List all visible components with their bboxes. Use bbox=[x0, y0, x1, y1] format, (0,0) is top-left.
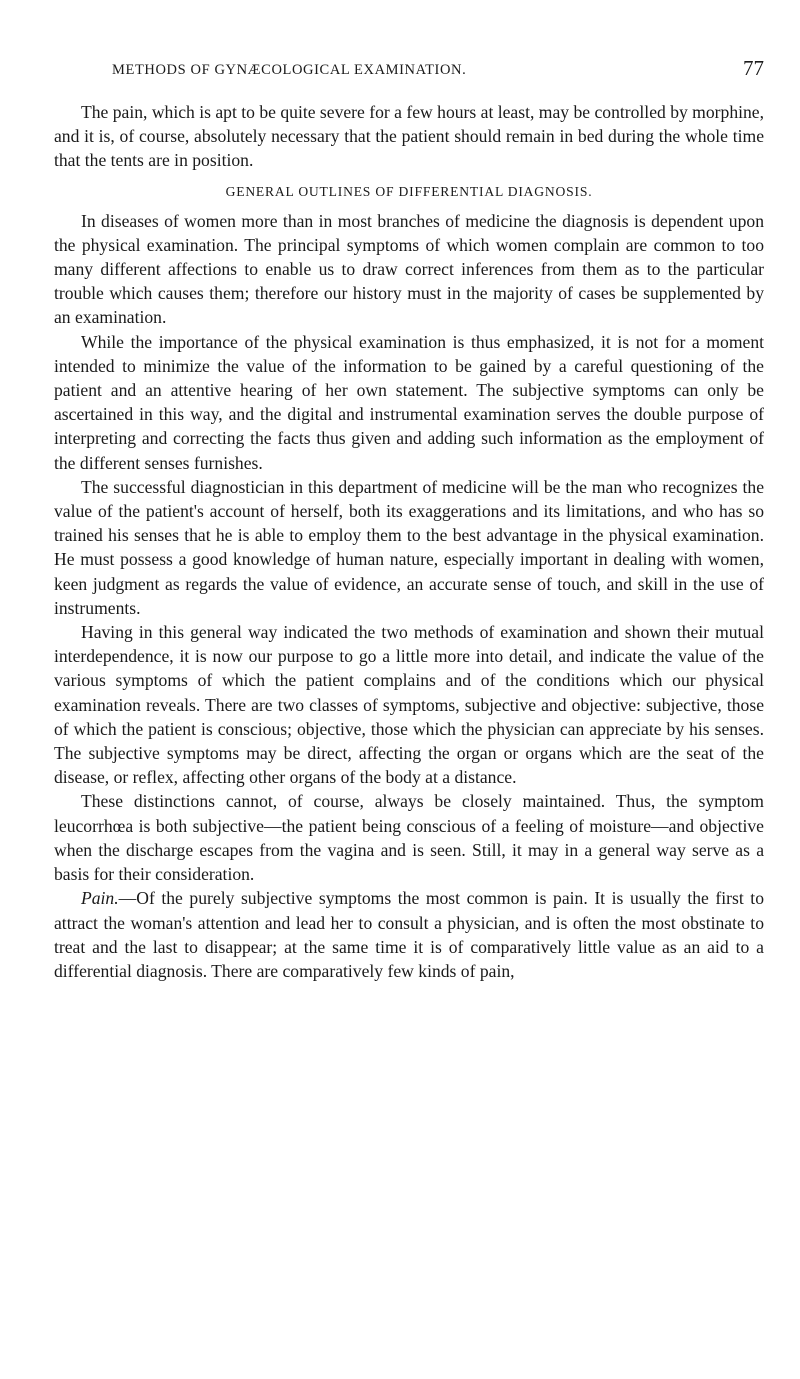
paragraph-7-body: —Of the purely subjective symptoms the most common is pain. It is usually the first to attract the woman's attention and lead her to consult a physician, and is often the most obstinate to treat and the last to disappear; at the same time it is of comparatively little value as an aid to a differential diagnosis. There are comparatively few kinds of pain, bbox=[54, 888, 764, 981]
paragraph-6: These distinctions cannot, of course, always be closely maintained. Thus, the symptom leucorrhœa is both subjective—the patient being conscious of a feeling of moisture—and objective when the discharge escapes from the vagina and is seen. Still, it may in a general way serve as a basis for their consideration. bbox=[54, 791, 764, 885]
inline-heading-pain: Pain. bbox=[81, 888, 119, 909]
page-number: 77 bbox=[743, 56, 764, 80]
paragraph-2: In diseases of women more than in most branches of medicine the diagnosis is dependent upon the physical examination. The principal symptoms of which women complain are common to too many different affections to enable us to draw correct inferences from them as to the particular trouble which causes them; therefore our history must in the majority of cases be supplemented by an examination. bbox=[54, 210, 764, 328]
paragraph-3: While the importance of the physical examination is thus emphasized, it is not for a moment intended to minimize the value of the information to be gained by a careful questioning of the patient and an attentive hearing of her own statement. The subjective symptoms can only be ascertained in this way, and the digital and instrumental examination serves the double purpose of interpreting and correcting the facts thus given and adding such information as the employment of the different senses furnishes. bbox=[54, 331, 764, 473]
running-head-title: METHODS OF GYNÆCOLOGICAL EXAMINATION. bbox=[112, 62, 467, 78]
paragraph-5: Having in this general way indicated the two methods of examination and shown their mutual interdependence, it is now our purpose to go a little more into detail, and indicate the value of the various symptoms of which the patient complains and of the conditions which our physical examination reveals. There are two classes of symptoms, subjective and objective: subjective, those of which the patient is conscious; objective, those which the physician can appreciate by his senses. The subjective symptoms may be direct, affecting the organ or organs which are the seat of the disease, or reflex, affecting other organs of the body at a distance. bbox=[54, 622, 764, 788]
body-text bbox=[54, 100, 764, 983]
paragraph-1: The pain, which is apt to be quite severe for a few hours at least, may be controlled by morphine, and it is, of course, absolutely necessary that the patient should remain in bed during the whole time that the tents are in position. bbox=[54, 102, 765, 171]
paragraph-4: The successful diagnostician in this department of medicine will be the man who recognizes the value of the patient's account of herself, both its exaggerations and its limitations, and who has so trained his senses that he is able to employ them to the best advantage in the physical examination. He must possess a good knowledge of human nature, especially important in dealing with women, keen judgment as regards the value of evidence, an accurate sense of touch, and skill in the use of instruments. bbox=[54, 476, 764, 618]
paragraph-7 bbox=[54, 886, 764, 983]
running-head bbox=[54, 58, 764, 84]
section-heading: GENERAL OUTLINES OF DIFFERENTIAL DIAGNOSIS. bbox=[225, 183, 593, 199]
